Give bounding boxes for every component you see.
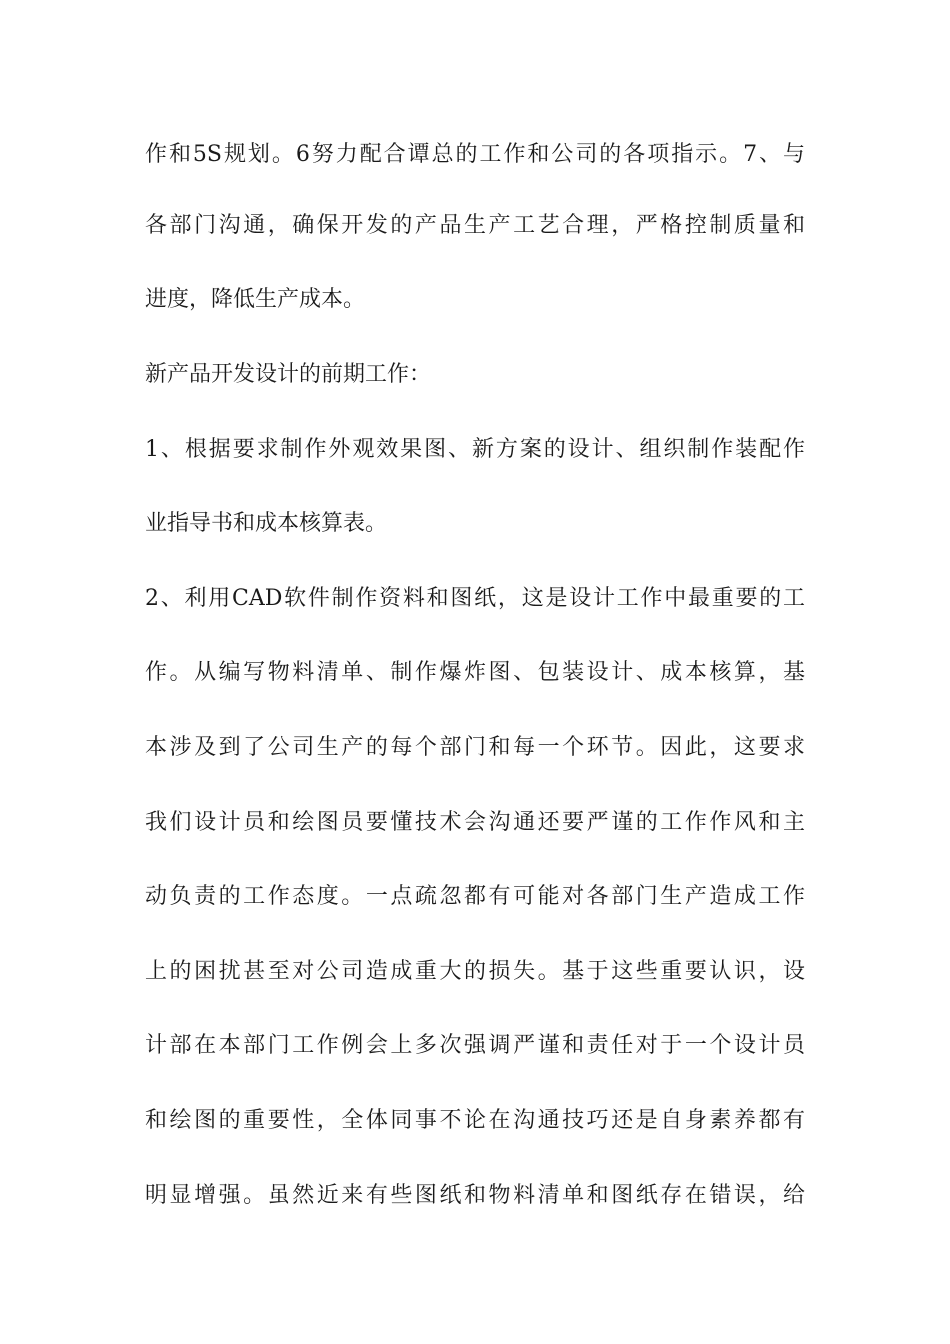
text-line-10: 我们设计员和绘图员要懂技术会沟通还要严谨的工作作风和主 — [145, 810, 805, 835]
text-line-5: 1、根据要求制作外观效果图、新方案的设计、组织制作装配作 — [145, 437, 805, 462]
text-line-7: 2、利用CAD软件制作资料和图纸，这是设计工作中最重要的工 — [145, 586, 805, 611]
text-line-15: 明显增强。虽然近来有些图纸和物料清单和图纸存在错误，给 — [145, 1183, 805, 1208]
text-line-13: 计部在本部门工作例会上多次强调严谨和责任对于一个设计员 — [145, 1033, 805, 1058]
text-line-12: 上的困扰甚至对公司造成重大的损失。基于这些重要认识，设 — [145, 959, 805, 984]
text-line-11: 动负责的工作态度。一点疏忽都有可能对各部门生产造成工作 — [145, 884, 805, 909]
text-line-9: 本涉及到了公司生产的每个部门和每一个环节。因此，这要求 — [145, 735, 805, 760]
text-line-2: 各部门沟通，确保开发的产品生产工艺合理，严格控制质量和 — [145, 213, 805, 238]
text-line-1: 作和5S规划。6努力配合谭总的工作和公司的各项指示。7、与 — [145, 142, 805, 167]
text-line-4: 新产品开发设计的前期工作： — [145, 362, 432, 387]
text-line-6: 业指导书和成本核算表。 — [145, 511, 388, 536]
text-line-3: 进度，降低生产成本。 — [145, 287, 366, 312]
text-line-8: 作。从编写物料清单、制作爆炸图、包装设计、成本核算，基 — [145, 660, 805, 685]
text-line-14: 和绘图的重要性，全体同事不论在沟通技巧还是自身素养都有 — [145, 1108, 805, 1133]
